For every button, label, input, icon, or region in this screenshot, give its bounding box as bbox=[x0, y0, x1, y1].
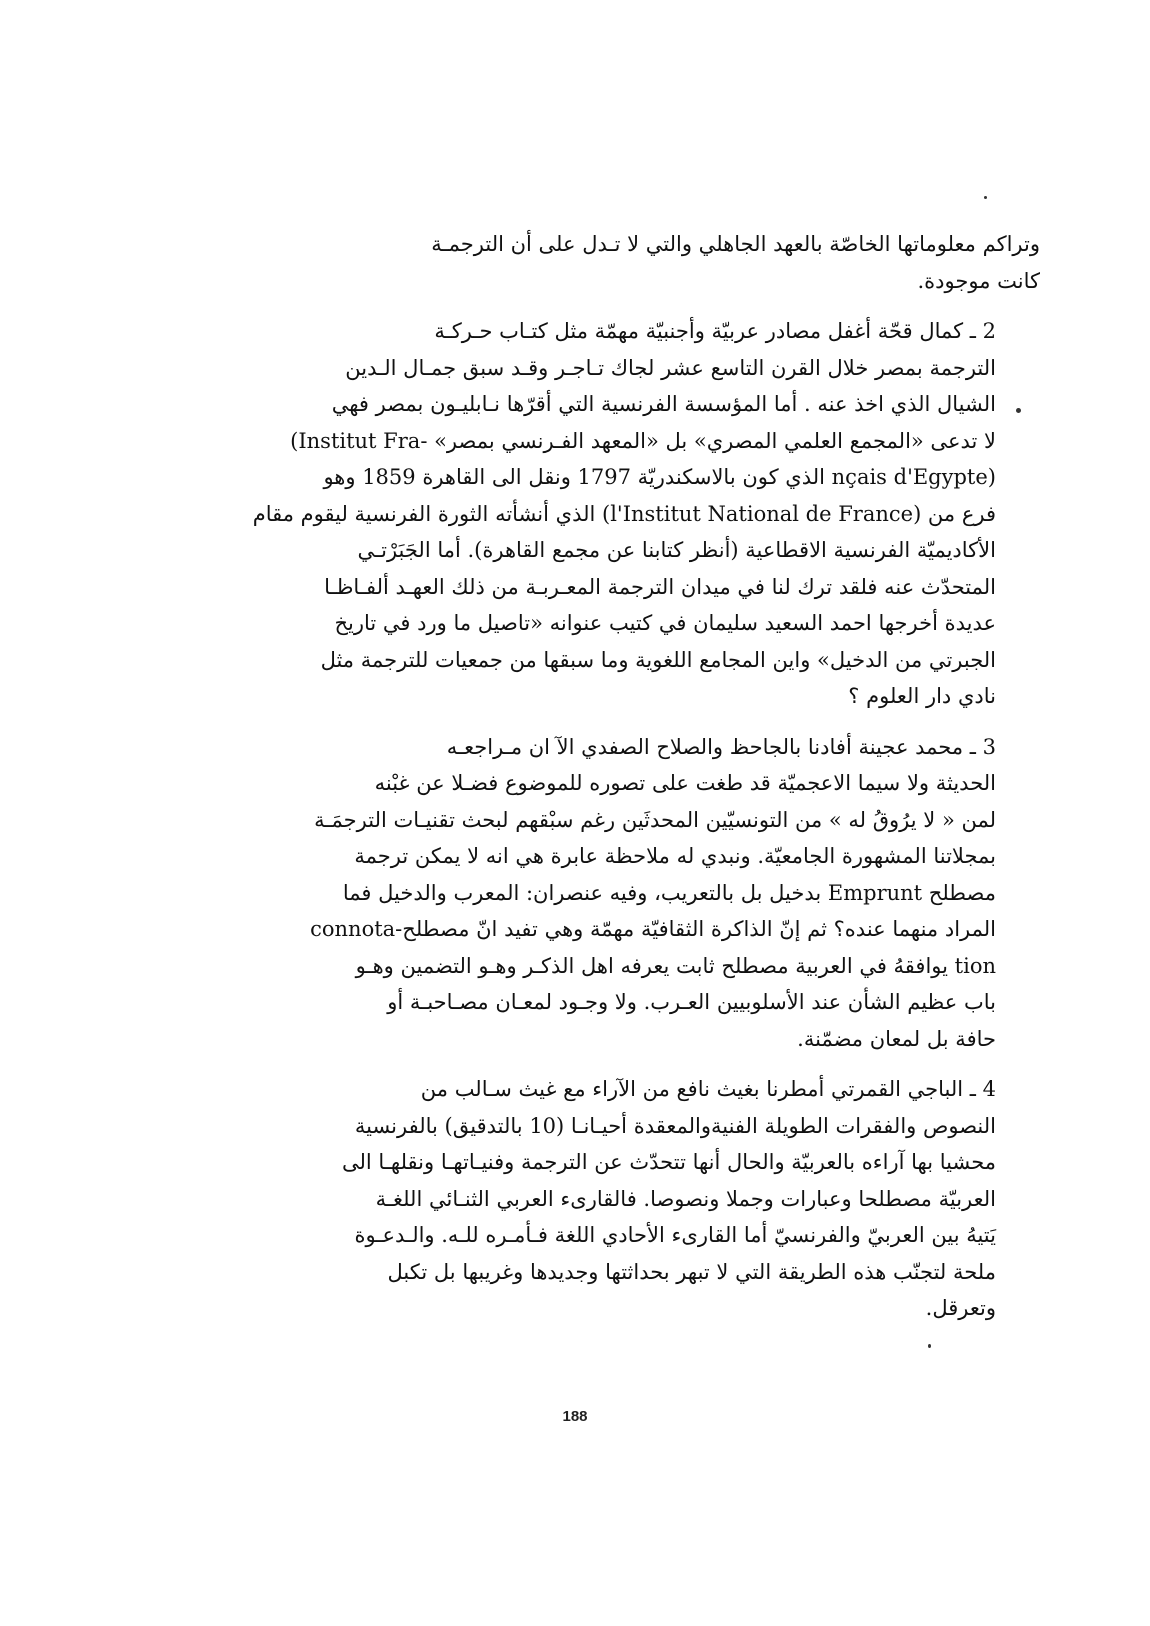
text-line: حافة بل لمعان مضمّنة. bbox=[797, 1026, 996, 1051]
text-line: عديدة أخرجها احمد السعيد سليمان في كتيب عنوانه «تاصيل ما ورد في تاريخ bbox=[334, 611, 996, 635]
text-line: 2 ـ كمال قحّة أغفل مصادر عربيّة وأجنبيّة مهمّة مثل كتـاب حـركـة bbox=[434, 319, 996, 343]
text-line: فرع من (l'Institut National de France) الذي أنشأته الثورة الفرنسية ليقوم مقام bbox=[252, 501, 996, 526]
scan-speck bbox=[928, 1344, 931, 1348]
scan-speck bbox=[984, 196, 987, 199]
paragraph-item-3 bbox=[250, 729, 1040, 1058]
text-line: النصوص والفقرات الطويلة الفنيةوالمعقدة أحيـانـا (10 بالتدقيق) بالفرنسية bbox=[354, 1113, 996, 1138]
text-line: المراد منهما عنده؟ ثم إنّ الذاكرة الثقافيّة مهمّة وهي تفيد انّ مصطلح-connota bbox=[310, 917, 996, 941]
text-line: مصطلح Emprunt بدخيل بل بالتعريب، وفيه عنصران: المعرب والدخيل فما bbox=[342, 880, 996, 905]
text-line: 4 ـ الباجي القمرتي أمطرنا بغيث نافع من الآراء مع غيث سـالب من bbox=[420, 1077, 996, 1101]
paragraph-item-2 bbox=[250, 313, 1040, 715]
text-line: الحديثة ولا سيما الاعجميّة قد طغت على تصوره للموضوع فضـلا عن غبْنه bbox=[374, 771, 996, 795]
paragraph-item-4 bbox=[250, 1071, 1040, 1327]
page-number: 188 bbox=[562, 1408, 588, 1425]
text-line: لمن « لا يرُوقُ له » من التونسيّين المحدثَين رغم سبْقهم لبحث تقنيـات الترجمَـة bbox=[314, 807, 996, 832]
text-line: الأكاديميّة الفرنسية الاقطاعية (أنظر كتابنا عن مجمع القاهرة). أما الجَبَرْتـي bbox=[357, 538, 996, 562]
text-line: (nçais d'Egypte الذي كون بالاسكندريّة 1797 ونقل الى القاهرة 1859 وهو bbox=[323, 465, 996, 489]
text-line: وتعرقل. bbox=[925, 1296, 996, 1320]
text-line: الشيال الذي اخذ عنه . أما المؤسسة الفرنسية التي أقرّها نـابليـون بمصر فهي bbox=[331, 392, 996, 416]
text-line: لا تدعى «المجمع العلمي المصري» بل «المعهد الفـرنسي بمصر» -Institut Fra) bbox=[290, 428, 996, 453]
scan-speck bbox=[1016, 408, 1021, 413]
text-line: 3 ـ محمد عجينة أفادنا بالجاحظ والصلاح الصفدي الآ ان مـراجعـه bbox=[446, 734, 996, 759]
text-line: tion يوافقهُ في العربية مصطلح ثابت يعرفه اهل الذكـر وهـو التضمين وهـو bbox=[355, 953, 996, 978]
text-line: كانت موجودة. bbox=[917, 268, 1040, 293]
text-line: العربيّة مصطلحا وعبارات وجملا ونصوصا. فالقارىء العربي الثنـائي اللغـة bbox=[375, 1186, 996, 1211]
text-line: باب عظيم الشأن عند الأسلوبيين العـرب. ولا وجـود لمعـان مصـاحبـة أو bbox=[387, 990, 996, 1014]
paragraph-continuation bbox=[250, 226, 1040, 299]
text-line: ملحة لتجنّب هذه الطريقة التي لا تبهر بحداثتها وجديدها وغريبها بل تكبل bbox=[387, 1259, 996, 1284]
body-text bbox=[250, 226, 1040, 1341]
text-line: وتراكم معلوماتها الخاصّة بالعهد الجاهلي والتي لا تـدل على أن الترجمـة bbox=[431, 232, 1040, 256]
text-line: الجبرتي من الدخيل» واين المجامع اللغوية وما سبقها من جمعيات للترجمة مثل bbox=[320, 647, 996, 672]
text-line: يَتيهُ بين العربيّ والفرنسيّ أما القارىء الأحادي اللغة فـأمـره للـه. والـدعـوة bbox=[354, 1223, 996, 1247]
text-line: نادي دار العلوم ؟ bbox=[848, 684, 996, 708]
text-line: بمجلاتنا المشهورة الجامعيّة. ونبدي له ملاحظة عابرة هي انه لا يمكن ترجمة bbox=[354, 844, 996, 868]
text-line: المتحدّث عنه فلقد ترك لنا في ميدان الترجمة المعـربـة من ذلك العهـد ألفـاظـا bbox=[324, 574, 996, 599]
text-line: محشيا بها آراءه بالعربيّة والحال أنها تتحدّث عن الترجمة وفنيـاتهـا ونقلهـا الى bbox=[341, 1150, 996, 1174]
text-line: الترجمة بمصر خلال القرن التاسع عشر لجاك تـاجـر وقـد سبق جمـال الـدين bbox=[345, 355, 996, 380]
